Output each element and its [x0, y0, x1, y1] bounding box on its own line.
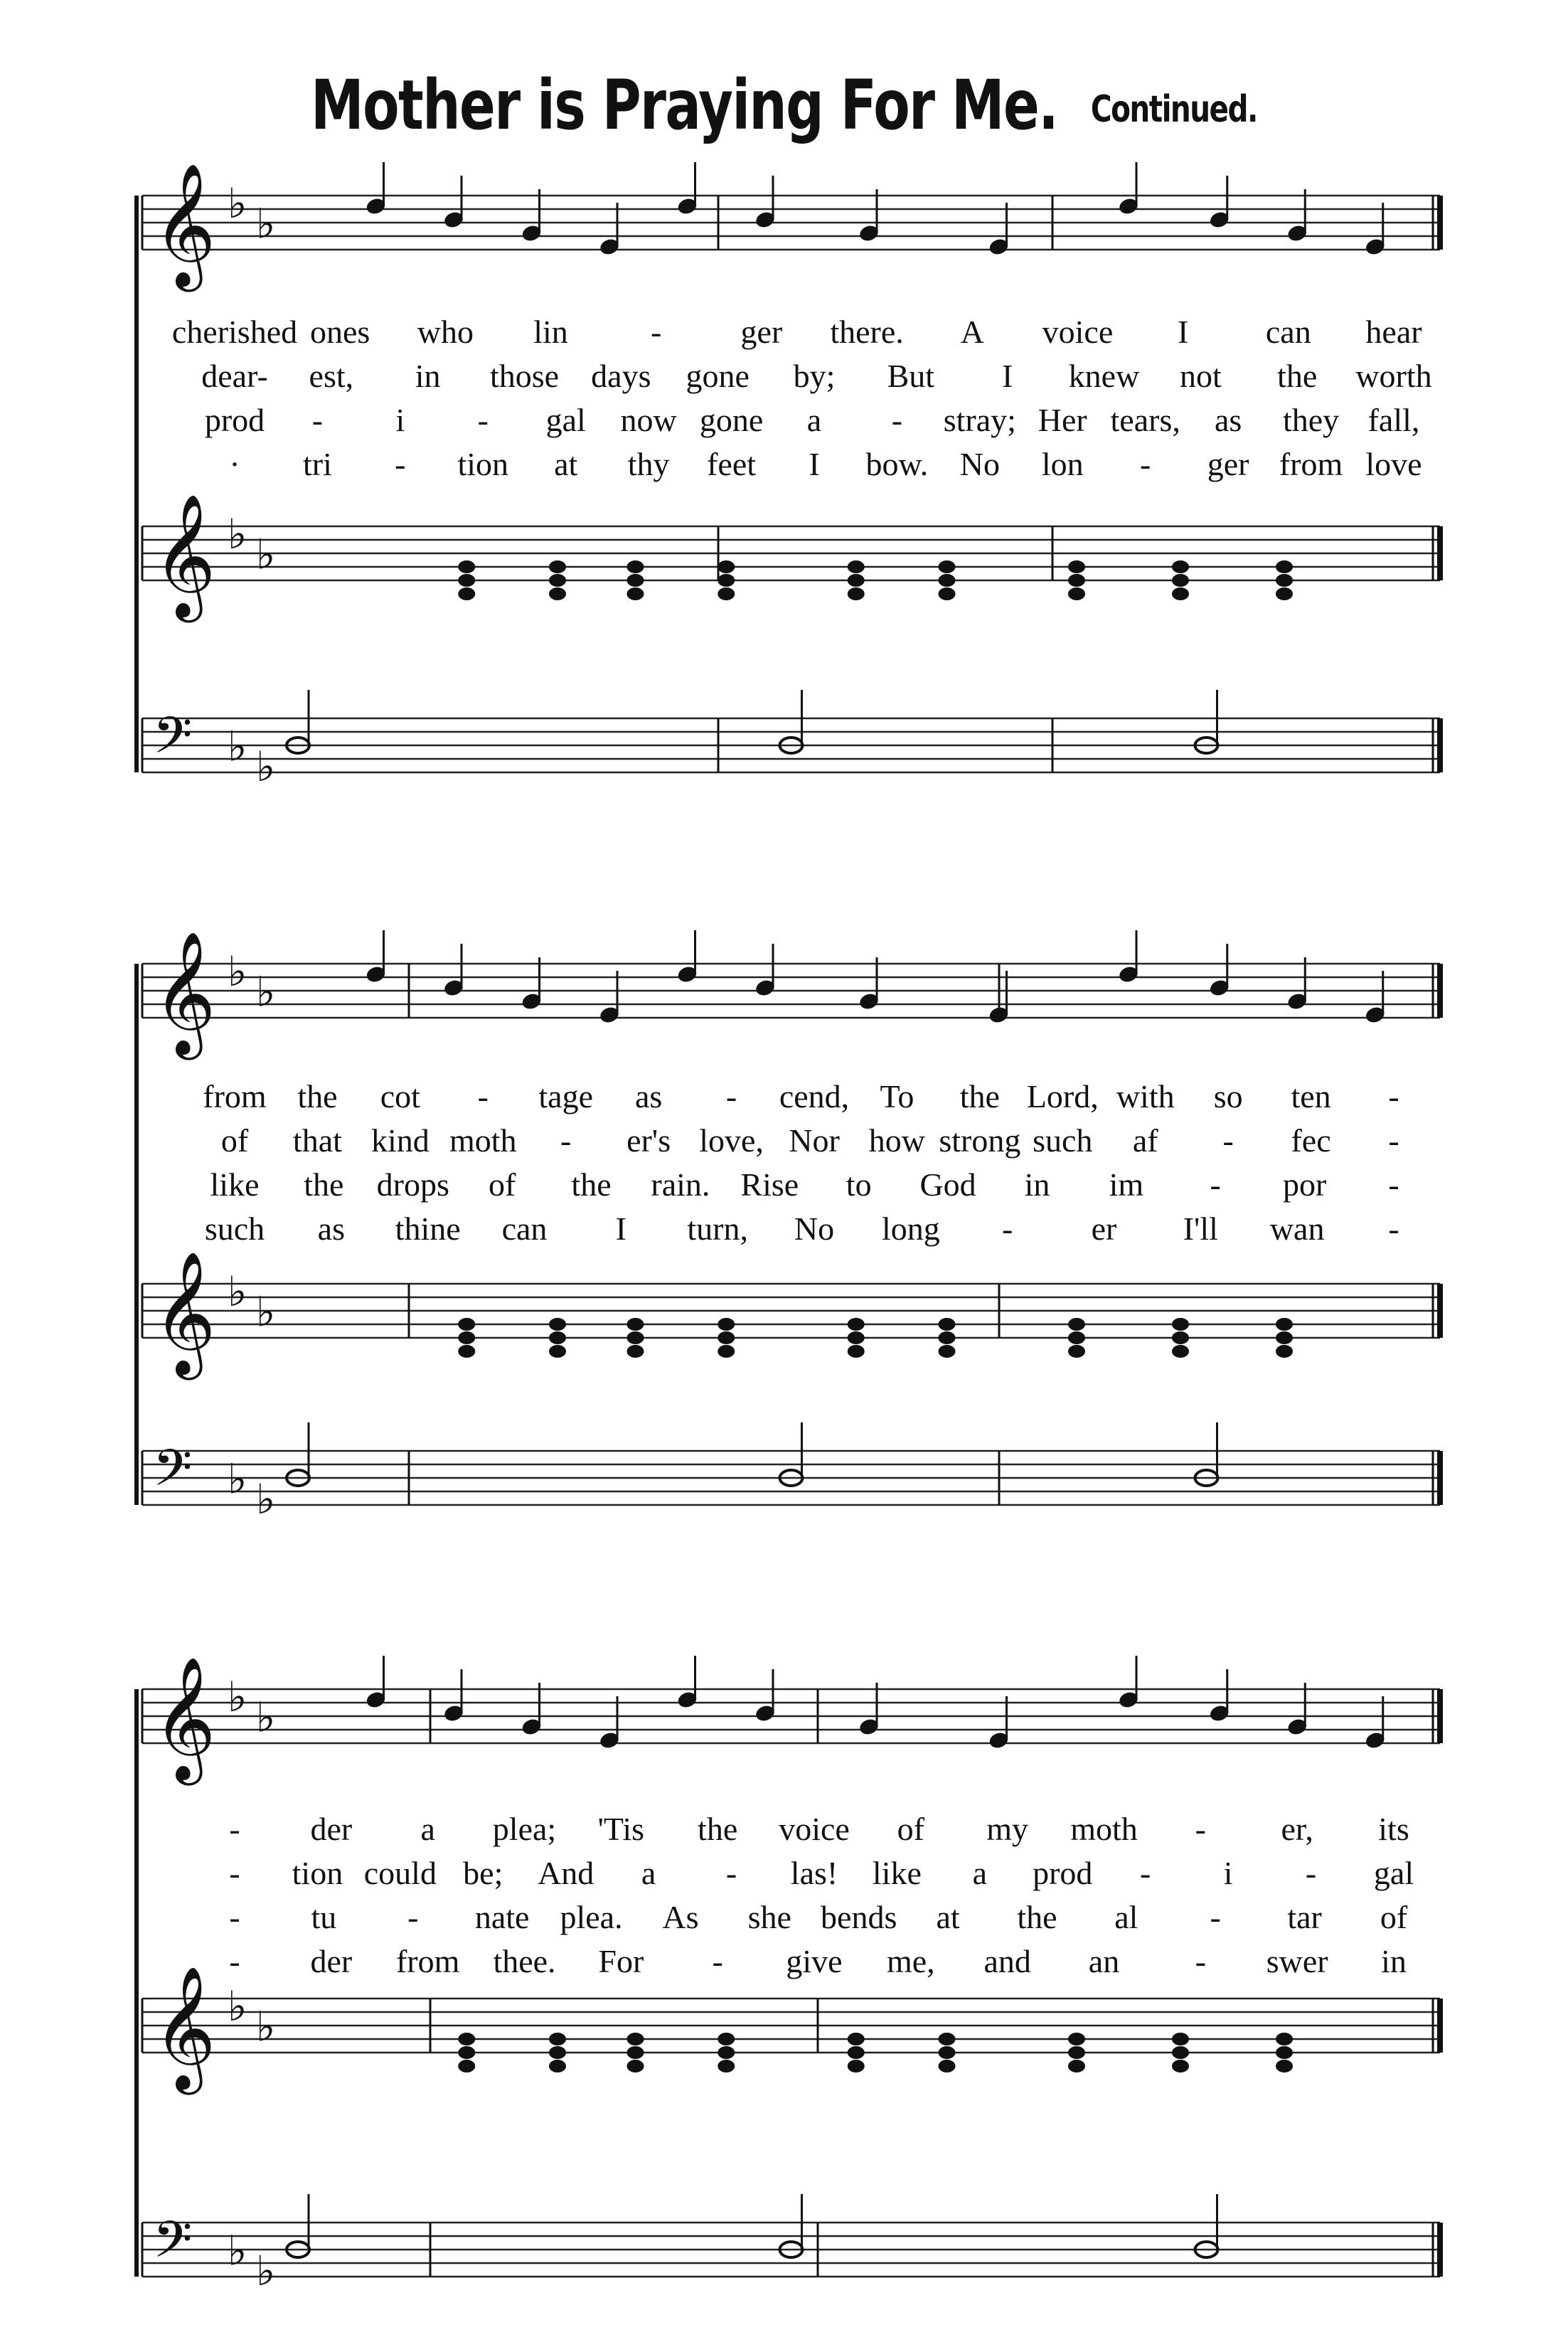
chord-note: [1172, 587, 1189, 600]
chord-note: [1276, 587, 1293, 600]
chord-note: [627, 587, 644, 600]
chord-note: [549, 2033, 566, 2045]
lyric-syllable: they: [1282, 402, 1340, 438]
chord-note: [1276, 560, 1293, 573]
lyric-syllable: to: [846, 1166, 872, 1203]
chord-note: [1172, 2033, 1189, 2045]
lyric-syllable: der: [310, 1811, 353, 1847]
lyric-syllable: der: [310, 1943, 353, 1979]
chord-note: [1068, 2046, 1085, 2059]
lyric-syllable: tion: [457, 446, 509, 482]
lyric-syllable: -: [1195, 1811, 1206, 1847]
lyric-syllable: por: [1282, 1166, 1327, 1203]
lyric-syllable: the: [1277, 358, 1318, 394]
lyric-line: [0, 1898, 1568, 1938]
treble-clef: 𝄞: [153, 931, 216, 1055]
lyric-syllable: -: [725, 1855, 737, 1891]
chord-note: [939, 587, 956, 600]
lyric-syllable: A: [960, 314, 984, 350]
lyric-syllable: im: [1109, 1166, 1144, 1203]
lyric-syllable: at: [554, 446, 578, 482]
lyric-syllable: the: [959, 1078, 1000, 1114]
chord-note: [939, 560, 956, 573]
treble-clef: 𝄞: [153, 494, 216, 617]
lyric-syllable: how: [868, 1122, 926, 1159]
lyric-syllable: give: [786, 1943, 843, 1979]
chord-note: [458, 574, 475, 587]
chord-note: [458, 2046, 475, 2059]
lyric-syllable: ·: [229, 446, 240, 482]
lyric-syllable: God: [919, 1166, 976, 1203]
chord-note: [1276, 2033, 1293, 2045]
lyric-syllable: -: [477, 1078, 489, 1114]
chord-note: [939, 2046, 956, 2059]
lyric-syllable: plea;: [492, 1811, 557, 1847]
lyric-syllable: -: [651, 314, 662, 350]
lyric-syllable: cot: [380, 1078, 420, 1114]
lyric-syllable: as: [1214, 402, 1242, 438]
lyric-syllable: -: [1305, 1855, 1317, 1891]
chord-note: [848, 1318, 865, 1331]
lyric-line: [0, 1122, 1568, 1161]
lyric-syllable: -: [1195, 1943, 1206, 1979]
chord-note: [549, 2060, 566, 2072]
lyric-syllable: nate: [474, 1899, 530, 1935]
lyric-syllable: such: [1033, 1122, 1093, 1159]
chord-note: [848, 1331, 865, 1344]
lyric-syllable: prod: [1033, 1855, 1093, 1891]
lyric-syllable: bends: [821, 1899, 897, 1935]
lyric-syllable: wan: [1269, 1210, 1325, 1247]
lyric-syllable: Nor: [789, 1122, 840, 1159]
lyric-syllable: er's: [626, 1122, 671, 1159]
lyric-line: [0, 1854, 1568, 1894]
lyric-syllable: who: [417, 314, 474, 350]
bass-clef: 𝄢: [153, 706, 193, 777]
lyric-syllable: feet: [707, 446, 757, 482]
chord-note: [1172, 2060, 1189, 2072]
flat-sign: ♭: [228, 2226, 247, 2275]
chord-note: [627, 1331, 644, 1344]
lyric-syllable: gone: [686, 358, 750, 394]
lyric-line: [0, 445, 1568, 485]
chord-note: [549, 560, 566, 573]
flat-sign: ♭: [256, 530, 276, 579]
lyric-syllable: -: [477, 402, 489, 438]
lyric-syllable: -: [725, 1078, 737, 1114]
lyric-syllable: gone: [699, 402, 764, 438]
lyric-syllable: gal: [545, 402, 586, 438]
lyric-syllable: dear-: [201, 358, 268, 394]
lyric-syllable: i: [1223, 1855, 1233, 1891]
bass-clef: 𝄢: [153, 1439, 193, 1510]
continued-label: Continued.: [1090, 88, 1257, 131]
chord-note: [627, 2060, 644, 2072]
treble-clef: 𝄞: [153, 1656, 216, 1780]
lyric-syllable: those: [489, 358, 560, 394]
lyric-syllable: knew: [1068, 358, 1140, 394]
lyric-syllable: turn,: [687, 1210, 748, 1247]
chord-note: [1172, 1318, 1189, 1331]
chord-note: [1068, 1318, 1085, 1331]
lyric-syllable: of: [488, 1166, 516, 1203]
lyric-syllable: voice: [779, 1811, 850, 1847]
lyric-syllable: by;: [793, 358, 836, 394]
lyric-syllable: love,: [699, 1122, 764, 1159]
chord-note: [1068, 560, 1085, 573]
chord-note: [1276, 1318, 1293, 1331]
lyric-syllable: a: [420, 1811, 435, 1847]
chord-note: [939, 2060, 956, 2072]
chord-note: [848, 560, 865, 573]
lyric-syllable: est,: [309, 358, 354, 394]
lyric-syllable: -: [1210, 1166, 1221, 1203]
chord-note: [458, 2033, 475, 2045]
lyric-syllable: ones: [310, 314, 370, 350]
chord-note: [627, 1318, 644, 1331]
lyric-syllable: ten: [1291, 1078, 1331, 1114]
lyric-syllable: the: [698, 1811, 738, 1847]
chord-note: [848, 1345, 865, 1358]
chord-note: [848, 574, 865, 587]
lyric-syllable: -: [1222, 1122, 1234, 1159]
chord-note: [1276, 1345, 1293, 1358]
lyric-syllable: voice: [1042, 314, 1114, 350]
lyric-syllable: No: [794, 1210, 835, 1247]
lyric-syllable: fall,: [1367, 402, 1420, 438]
lyric-syllable: lon: [1041, 446, 1084, 482]
chord-note: [1068, 574, 1085, 587]
lyric-syllable: can: [501, 1210, 548, 1247]
lyric-syllable: -: [229, 1899, 240, 1935]
chord-note: [1068, 2060, 1085, 2072]
chord-note: [1172, 560, 1189, 573]
lyric-syllable: from: [395, 1943, 460, 1979]
lyric-syllable: not: [1179, 358, 1222, 394]
lyric-line: [0, 1810, 1568, 1850]
chord-note: [848, 2060, 865, 2072]
lyric-syllable: as: [634, 1078, 663, 1114]
chord-note: [549, 587, 566, 600]
lyric-syllable: -: [560, 1122, 572, 1159]
lyric-syllable: and: [983, 1943, 1031, 1979]
lyric-syllable: -: [1388, 1122, 1399, 1159]
lyric-syllable: To: [880, 1078, 914, 1114]
chord-note: [1068, 1345, 1085, 1358]
lyric-syllable: tears,: [1110, 402, 1180, 438]
flat-sign: ♭: [256, 1693, 276, 1742]
lyric-syllable: the: [1017, 1899, 1057, 1935]
lyric-line: [0, 401, 1568, 441]
lyric-syllable: a: [806, 402, 822, 438]
lyric-syllable: fec: [1291, 1122, 1331, 1159]
lyric-line: [0, 1166, 1568, 1206]
lyric-syllable: be;: [463, 1855, 503, 1891]
lyric-syllable: like: [210, 1166, 260, 1203]
chord-note: [458, 1318, 475, 1331]
lyric-syllable: in: [1381, 1943, 1407, 1979]
lyric-syllable: days: [591, 358, 651, 394]
lyric-syllable: lin: [533, 314, 568, 350]
chord-note: [1172, 2046, 1189, 2059]
lyric-syllable: bow.: [865, 446, 929, 482]
chord-note: [718, 2060, 735, 2072]
chord-note: [848, 587, 865, 600]
chord-note: [718, 574, 735, 587]
lyric-syllable: love: [1365, 446, 1422, 482]
lyric-syllable: -: [311, 402, 324, 438]
flat-sign: ♭: [256, 1475, 276, 1523]
lyric-syllable: Her: [1038, 402, 1087, 438]
lyric-syllable: Rise: [740, 1166, 799, 1203]
lyric-syllable: No: [959, 446, 1000, 482]
lyric-syllable: thine: [395, 1210, 461, 1247]
chord-note: [549, 1345, 566, 1358]
chord-note: [718, 587, 735, 600]
lyric-syllable: tage: [538, 1078, 594, 1114]
lyric-syllable: that: [292, 1122, 342, 1159]
lyric-syllable: -: [712, 1943, 723, 1979]
flat-sign: ♭: [256, 1287, 276, 1336]
flat-sign: ♭: [228, 179, 247, 228]
chord-note: [1276, 1331, 1293, 1344]
lyric-syllable: -: [395, 446, 406, 482]
lyric-syllable: of: [1380, 1899, 1408, 1935]
lyric-syllable: I: [809, 446, 820, 482]
lyric-syllable: -: [1001, 1210, 1013, 1247]
lyric-syllable: ger: [740, 314, 783, 350]
lyric-syllable: me,: [886, 1943, 935, 1979]
lyric-syllable: as: [317, 1210, 345, 1247]
lyric-syllable: gal: [1373, 1855, 1414, 1891]
lyric-syllable: Lord,: [1026, 1078, 1099, 1114]
lyric-syllable: As: [662, 1899, 699, 1935]
chord-note: [1276, 574, 1293, 587]
lyric-syllable: -: [891, 402, 903, 438]
lyric-syllable: cend,: [779, 1078, 850, 1114]
lyric-line: [0, 357, 1568, 397]
lyric-syllable: I'll: [1183, 1210, 1218, 1247]
lyric-line: [0, 1942, 1568, 1982]
lyric-syllable: -: [1140, 1855, 1151, 1891]
flat-sign: ♭: [256, 2247, 276, 2295]
title-text: Mother is Praying For Me.: [311, 65, 1058, 145]
flat-sign: ♭: [228, 1454, 247, 1504]
flat-sign: ♭: [256, 199, 276, 248]
chord-note: [627, 2046, 644, 2059]
lyric-syllable: I: [1001, 358, 1013, 394]
flat-sign: ♭: [256, 967, 276, 1016]
lyric-syllable: like: [872, 1855, 922, 1891]
chord-note: [718, 1331, 735, 1344]
lyric-syllable: er,: [1281, 1811, 1313, 1847]
lyric-syllable: with: [1116, 1078, 1175, 1114]
chord-note: [458, 560, 475, 573]
lyric-syllable: cherished: [171, 314, 298, 350]
lyric-syllable: from: [1279, 446, 1343, 482]
lyric-syllable: strong: [939, 1122, 1021, 1159]
lyric-syllable: thee.: [493, 1943, 556, 1979]
flat-sign: ♭: [228, 722, 247, 771]
chord-note: [939, 574, 956, 587]
flat-sign: ♭: [228, 510, 247, 558]
treble-clef: 𝄞: [153, 163, 216, 287]
flat-sign: ♭: [228, 1673, 247, 1721]
chord-note: [939, 1345, 956, 1358]
lyric-syllable: can: [1265, 314, 1311, 350]
chord-note: [848, 2033, 865, 2045]
lyric-syllable: -: [407, 1899, 419, 1935]
lyric-syllable: the: [571, 1166, 612, 1203]
chord-note: [1172, 1345, 1189, 1358]
lyric-syllable: al: [1114, 1899, 1138, 1935]
lyric-syllable: worth: [1355, 358, 1432, 394]
chord-note: [1068, 587, 1085, 600]
chord-note: [1068, 2033, 1085, 2045]
chord-note: [718, 1318, 735, 1331]
lyric-syllable: And: [538, 1855, 594, 1891]
lyric-syllable: tri: [302, 446, 332, 482]
lyric-syllable: there.: [830, 314, 904, 350]
lyric-syllable: 'Tis: [597, 1811, 645, 1847]
lyric-syllable: -: [229, 1943, 240, 1979]
lyric-syllable: -: [1388, 1210, 1399, 1247]
lyric-syllable: an: [1088, 1943, 1120, 1979]
chord-note: [458, 1345, 475, 1358]
flat-sign: ♭: [228, 947, 247, 996]
lyric-syllable: of: [897, 1811, 924, 1847]
lyric-syllable: moth: [1070, 1811, 1138, 1847]
lyric-syllable: tar: [1287, 1899, 1322, 1935]
chord-note: [627, 2033, 644, 2045]
lyric-syllable: could: [363, 1855, 437, 1891]
lyric-syllable: er: [1091, 1210, 1117, 1247]
lyric-line: [0, 313, 1568, 353]
chord-note: [1172, 574, 1189, 587]
lyric-line: [0, 1077, 1568, 1117]
chord-note: [1172, 1331, 1189, 1344]
lyric-syllable: thy: [627, 446, 670, 482]
lyric-syllable: af: [1132, 1122, 1158, 1159]
chord-note: [458, 587, 475, 600]
lyric-syllable: so: [1213, 1078, 1243, 1114]
lyric-line: [0, 1210, 1568, 1250]
lyric-syllable: such: [204, 1210, 265, 1247]
flat-sign: ♭: [256, 743, 276, 791]
chord-note: [549, 574, 566, 587]
chord-note: [718, 2033, 735, 2045]
chord-note: [549, 1331, 566, 1344]
treble-clef: 𝄞: [153, 1251, 216, 1375]
chord-note: [718, 2046, 735, 2059]
lyric-syllable: las!: [790, 1855, 838, 1891]
lyric-syllable: ger: [1207, 446, 1249, 482]
chord-note: [627, 1345, 644, 1358]
flat-sign: ♭: [256, 2002, 276, 2051]
lyric-syllable: i: [395, 402, 405, 438]
lyric-syllable: -: [1140, 446, 1151, 482]
chord-note: [939, 2033, 956, 2045]
lyric-syllable: long: [881, 1210, 940, 1247]
lyric-syllable: kind: [370, 1122, 430, 1159]
lyric-syllable: rain.: [651, 1166, 710, 1203]
lyric-syllable: of: [220, 1122, 249, 1159]
chord-note: [1068, 1331, 1085, 1344]
lyric-syllable: moth: [449, 1122, 517, 1159]
chord-note: [458, 1331, 475, 1344]
lyric-syllable: hear: [1365, 314, 1422, 350]
lyric-syllable: the: [304, 1166, 344, 1203]
treble-clef: 𝄞: [153, 1966, 216, 2090]
flat-sign: ♭: [228, 1982, 247, 2031]
lyric-syllable: from: [203, 1078, 267, 1114]
chord-note: [1276, 2060, 1293, 2072]
lyric-syllable: I: [615, 1210, 626, 1247]
lyric-syllable: she: [747, 1899, 791, 1935]
chord-note: [848, 2046, 865, 2059]
lyric-syllable: at: [936, 1899, 960, 1935]
flat-sign: ♭: [228, 1267, 247, 1316]
lyric-syllable: -: [229, 1811, 240, 1847]
bass-clef: 𝄢: [153, 2210, 193, 2282]
lyric-syllable: swer: [1266, 1943, 1328, 1979]
lyric-syllable: now: [620, 402, 677, 438]
lyric-syllable: in: [1024, 1166, 1050, 1203]
lyric-syllable: -: [229, 1855, 240, 1891]
chord-note: [627, 574, 644, 587]
chord-note: [458, 2060, 475, 2072]
lyric-syllable: prod: [204, 402, 265, 438]
lyric-syllable: a: [641, 1855, 656, 1891]
lyric-syllable: plea.: [560, 1899, 623, 1935]
lyric-syllable: a: [972, 1855, 988, 1891]
lyric-syllable: drops: [376, 1166, 449, 1203]
lyric-syllable: tu: [311, 1899, 337, 1935]
lyric-syllable: in: [415, 358, 441, 394]
lyric-syllable: tion: [292, 1855, 343, 1891]
lyric-syllable: I: [1177, 314, 1189, 350]
lyric-syllable: But: [887, 358, 935, 394]
chord-note: [627, 560, 644, 573]
lyric-syllable: For: [598, 1943, 644, 1979]
chord-note: [1276, 2046, 1293, 2059]
chord-note: [549, 2046, 566, 2059]
chord-note: [718, 560, 735, 573]
lyric-syllable: its: [1378, 1811, 1409, 1847]
lyric-syllable: my: [986, 1811, 1029, 1847]
chord-note: [718, 1345, 735, 1358]
lyric-syllable: -: [1388, 1078, 1399, 1114]
chord-note: [939, 1331, 956, 1344]
chord-note: [939, 1318, 956, 1331]
chord-note: [549, 1318, 566, 1331]
lyric-syllable: stray;: [943, 402, 1016, 438]
lyric-syllable: -: [1210, 1899, 1221, 1935]
lyric-syllable: the: [297, 1078, 338, 1114]
lyric-syllable: -: [1388, 1166, 1399, 1203]
